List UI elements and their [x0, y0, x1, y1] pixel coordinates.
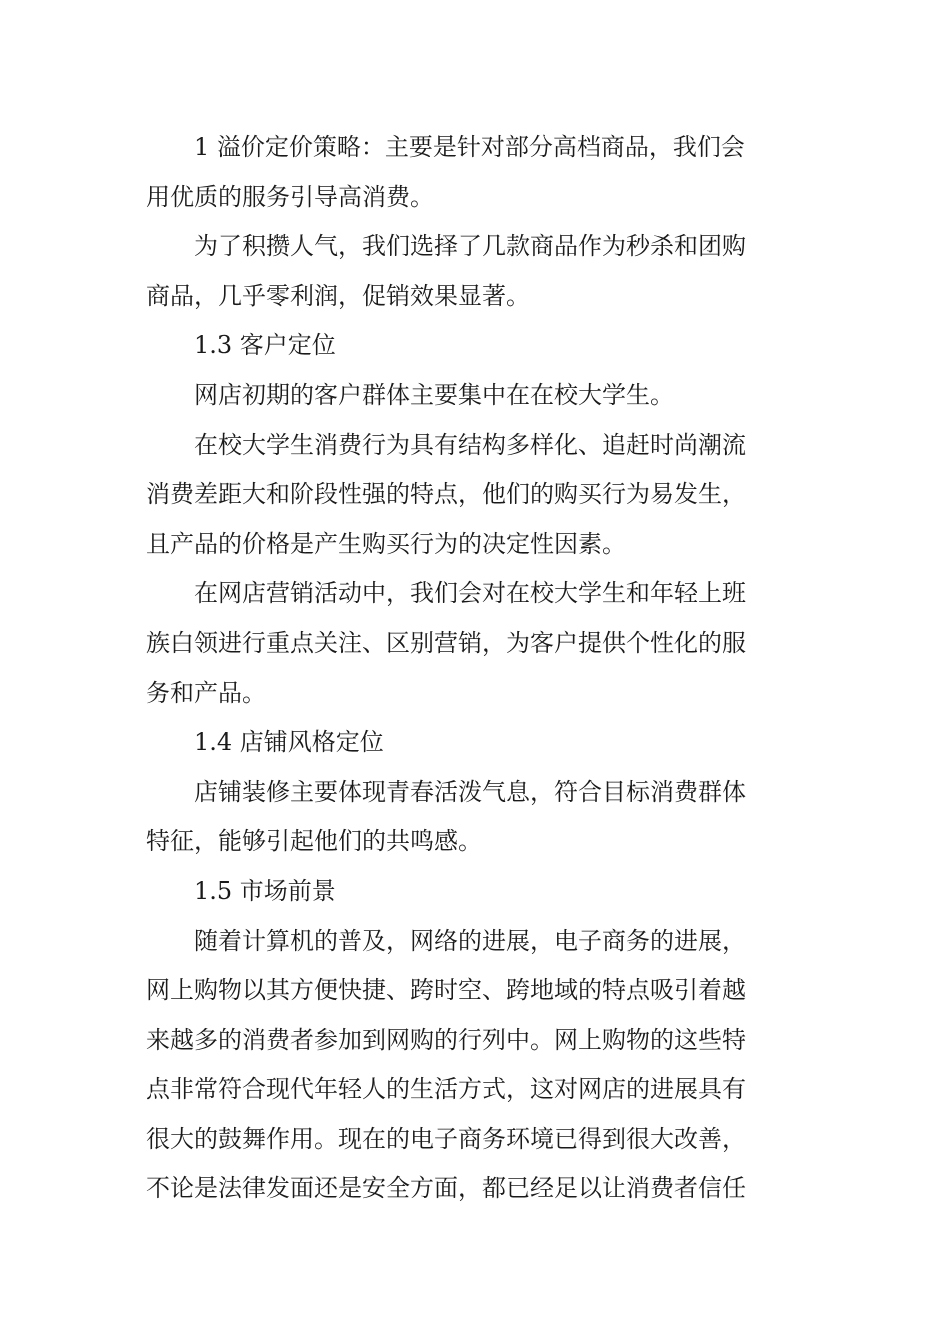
- section-heading-store-style: [146, 718, 810, 768]
- text-line: 很大的鼓舞作用。现在的电子商务环境已得到很大改善，: [146, 1124, 746, 1153]
- text-line: 消费差距大和阶段性强的特点，他们的购买行为易发生，: [146, 480, 746, 509]
- text-line: 族白领进行重点关注、区别营销，为客户提供个性化的服: [146, 628, 746, 657]
- heading-text: 1.5 市场前景: [194, 876, 336, 905]
- text-line: 且产品的价格是产生购买行为的决定性因素。: [146, 529, 626, 558]
- paragraph-premium-pricing: [146, 123, 810, 222]
- text-line: 来越多的消费者参加到网购的行列中。网上购物的这些特: [146, 1025, 746, 1054]
- text-line: 特征，能够引起他们的共鸣感。: [146, 827, 482, 856]
- text-line: 网上购物以其方便快捷、跨时空、跨地域的特点吸引着越: [146, 976, 746, 1005]
- text-line: 商品，几乎零利润，促销效果显著。: [146, 281, 530, 310]
- paragraph-customer-group: [146, 371, 810, 421]
- text-line: 务和产品。: [146, 678, 266, 707]
- text-line: 点非常符合现代年轻人的生活方式，这对网店的进展具有: [146, 1075, 746, 1104]
- text-line: 1 溢价定价策略：主要是针对部分高档商品，我们会: [194, 133, 745, 161]
- text-line: 店铺装修主要体现青春活泼气息，符合目标消费群体: [194, 777, 746, 806]
- text-line: 在网店营销活动中，我们会对在校大学生和年轻上班: [194, 579, 746, 608]
- text-line: 网店初期的客户群体主要集中在在校大学生。: [194, 380, 674, 409]
- heading-text: 1.4 店铺风格定位: [194, 728, 384, 757]
- paragraph-student-behavior: [146, 421, 810, 570]
- text-line: 在校大学生消费行为具有结构多样化、追赶时尚潮流: [194, 430, 746, 459]
- text-line: 不论是法律发面还是安全方面，都已经足以让消费者信任: [146, 1174, 746, 1203]
- section-heading-customer-positioning: [146, 321, 810, 371]
- paragraph-store-decoration: [146, 768, 810, 867]
- paragraph-market-outlook: [146, 917, 810, 1215]
- section-heading-market-outlook: [146, 867, 810, 917]
- heading-text: 1.3 客户定位: [194, 331, 336, 360]
- document-page: [146, 123, 810, 1214]
- text-line: 用优质的服务引导高消费。: [146, 182, 434, 211]
- paragraph-marketing-activities: [146, 569, 810, 718]
- text-line: 随着计算机的普及，网络的进展，电子商务的进展，: [194, 926, 746, 955]
- text-line: 为了积攒人气，我们选择了几款商品作为秒杀和团购: [194, 232, 746, 261]
- paragraph-popularity: [146, 222, 810, 321]
